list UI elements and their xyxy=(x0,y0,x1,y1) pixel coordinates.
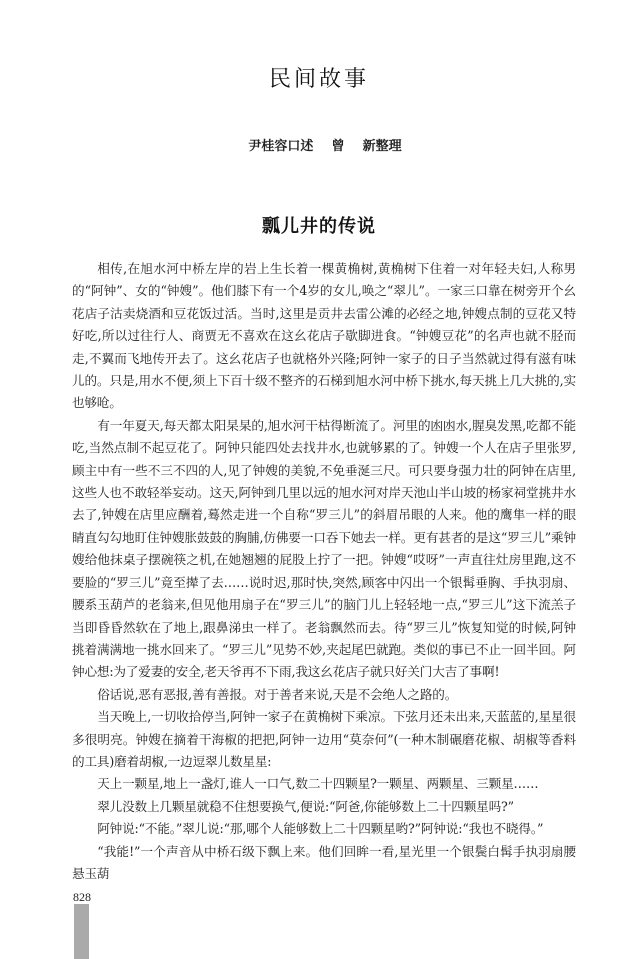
byline-narrator: 尹桂容口述 xyxy=(248,139,314,154)
paragraph: 天上一颗星,地上一盏灯,谁人一口气,数二十四颗星?一颗星、两颗星、三颗星…… xyxy=(97,776,539,792)
page-footer xyxy=(73,891,93,959)
byline-editor-surname: 曾 xyxy=(331,139,345,154)
byline xyxy=(0,135,638,154)
paragraph: 有一年夏天,每天都太阳杲杲的,旭水河干枯得断流了。河里的凼凼水,腥臭发黑,吃都不能吃,当然点制不起豆花了。阿钟只能四处去找井水,也就够累的了。钟嫂一个人在店子里张罗,顾主中有一些不三不四的人,见了钟嫂的美貌,不免垂涎三尺。可只要身强力壮的阿钟在店里,这些人也不敢轻举妄动。这天,阿钟到几里以远的旭水河对岸天池山半山坡的杨家祠堂挑井水去了,钟嫂在店里应酬着,蓦然走进一个自称“罗三儿”的斜眉吊眼的人来。他的鹰隼一样的眼睛直勾勾地盯住钟嫂胀鼓鼓的胸脯,仿佛要一口吞下她去一样。更有甚者的是这“罗三儿”乘钟嫂给他抹桌子摆碗筷之机,在她翘翘的屁股上拧了一把。钟嫂“哎呀”一声直往灶房里跑,这不要脸的“罗三儿”竟至撵了去……说时迟,那时快,突然,顾客中闪出一个银髯垂胸、手执羽扇、腰系玉葫芦的老翁来,但见他用扇子在“罗三儿”的脑门儿上轻轻地一点,“罗三儿”这下流羔子当即昏昏然软在了地上,跟鼻涕虫一样了。老翁飘然而去。待“罗三儿”恢复知觉的时候,阿钟挑着满满地一挑水回来了。“罗三儿”见势不妙,夹起尾巴就跑。类似的事已不止一回半回。阿钟心想:为了爱妻的安全,老天爷再不下雨,我这幺花店子就只好关门大吉了事啊! xyxy=(72,417,576,680)
byline-editor-rest: 新整理 xyxy=(362,139,402,154)
story-title: 瓢儿井的传说 xyxy=(262,216,376,237)
paragraph: 俗话说,恶有恶报,善有善报。对于善者来说,天是不会绝人之路的。 xyxy=(97,686,458,702)
paragraph: 当天晚上,一切收拾停当,阿钟一家子在黄桷树下乘凉。下弦月还未出来,天蓝蓝的,星星很多很明亮。钟嫂在摘着干海椒的把把,阿钟一边用“莫奈何”(一种木制碾磨花椒、胡椒等香料的工具)磨着胡椒,一边逗翠儿数星星: xyxy=(72,709,576,769)
paragraph: 阿钟说:“不能。”翠儿说:“那,哪个人能够数上二十四颗星哟?”阿钟说:“我也不晓得。” xyxy=(97,821,544,837)
paragraph: 翠儿没数上几颗星就稳不住想要换气,便说:“阿爸,你能够数上二十四颗星吗?” xyxy=(97,798,514,814)
paragraph: “我能!”一个声音从中桥石级下飘上来。他们回眸一看,星光里一个银鬓白髯手执羽扇腰悬玉葫 xyxy=(72,843,576,881)
paragraph: 相传,在旭水河中桥左岸的岩上生长着一棵黄桷树,黄桷树下住着一对年轻夫妇,人称男的“阿钟”、女的“钟嫂”。他们膝下有一个4岁的女儿,唤之“翠儿”。一家三口靠在树旁开个幺花店子沽卖烧酒和豆花饭过活。当时,这里是贡井去雷公滩的必经之地,钟嫂点制的豆花又特好吃,所以过往行人、商贾无不喜欢在这幺花店子歇脚进食。“钟嫂豆花”的名声也就不胫而走,不翼而飞地传开去了。这幺花店子也就格外兴隆;阿钟一家子的日子当然就过得有滋有味儿的。只是,用水不便,须上下百十级不整齐的石梯到旭水河中桥下挑水,每天挑上几大挑的,实也够呛。 xyxy=(72,261,576,411)
page-number: 828 xyxy=(73,890,91,904)
story-body xyxy=(72,258,576,885)
page-edge-bar xyxy=(74,904,89,959)
section-title: 民间故事 xyxy=(268,67,369,92)
